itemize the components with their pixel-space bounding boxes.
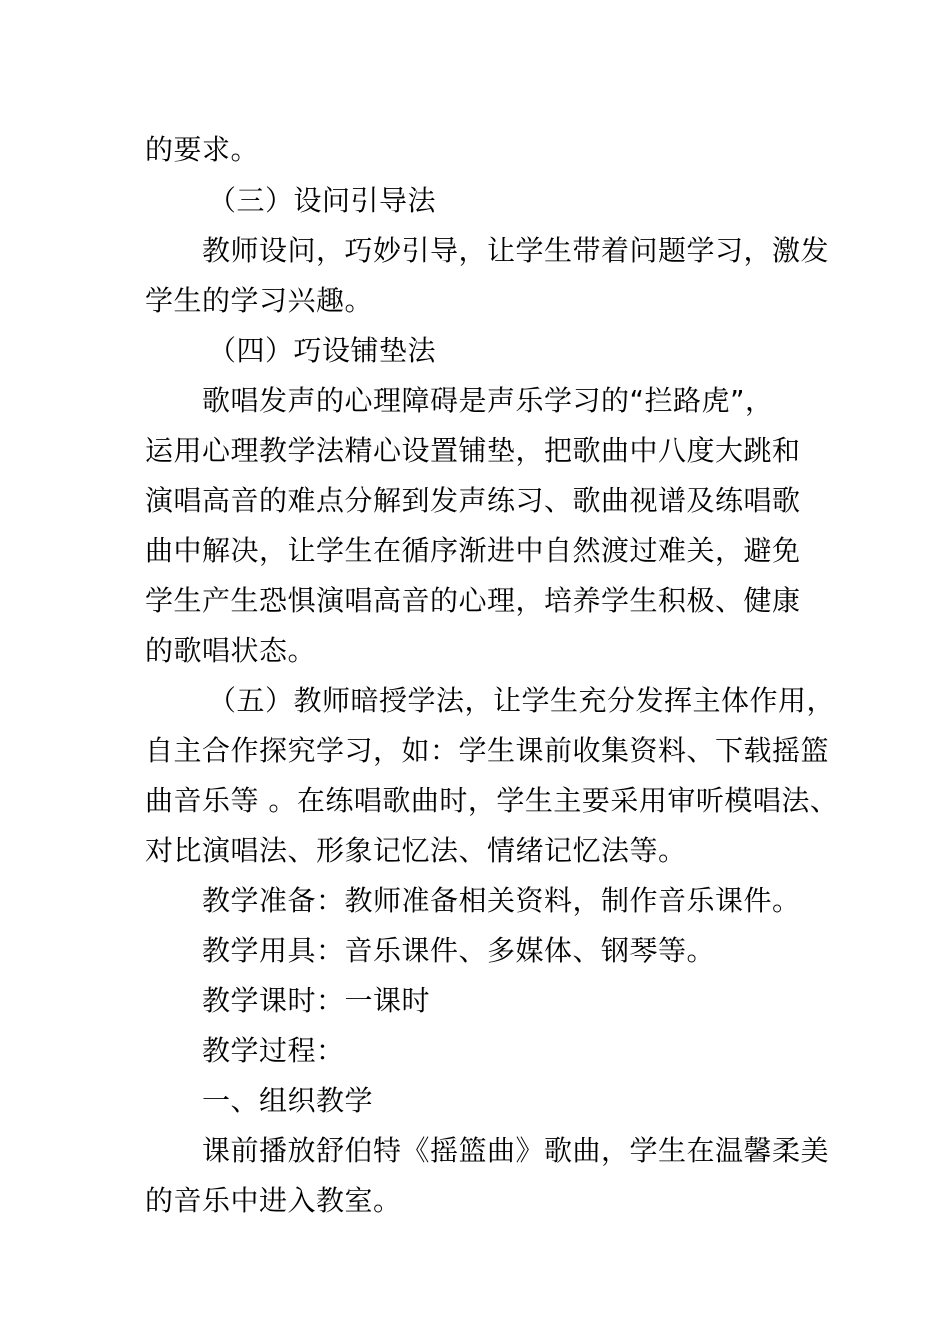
text-line: 运用心理教学法精心设置铺垫，把歌曲中八度大跳和 (145, 434, 801, 467)
text-line: 的音乐中进入教室。 (145, 1184, 402, 1217)
text-line: 教师设问，巧妙引导，让学生带着问题学习，激发 (202, 234, 830, 267)
text-line: 教学过程： (202, 1034, 345, 1067)
text-line: 教学准备：教师准备相关资料，制作音乐课件。 (202, 884, 801, 917)
text-line: 演唱高音的难点分解到发声练习、歌曲视谱及练唱歌 (145, 484, 801, 517)
text-line: 自主合作探究学习，如：学生课前收集资料、下载摇篮 (145, 734, 830, 767)
text-line: 的歌唱状态。 (145, 634, 317, 667)
section-heading-3: （三）设问引导法 (208, 184, 437, 217)
text-line: 歌唱发声的心理障碍是声乐学习的“拦路虎”， (202, 384, 774, 417)
text-line: 对比演唱法、形象记忆法、情绪记忆法等。 (145, 834, 687, 867)
text-line: 学生的学习兴趣。 (145, 284, 374, 317)
text-line: 教学课时：一课时 (202, 984, 431, 1017)
text-line: 教学用具：音乐课件、多媒体、钢琴等。 (202, 934, 716, 967)
section-heading-1: 一、组织教学 (202, 1084, 374, 1117)
text-line: 曲音乐等 。在练唱歌曲时，学生主要采用审听模唱法、 (145, 784, 839, 817)
text-line: 学生产生恐惧演唱高音的心理，培养学生积极、健康 (145, 584, 801, 617)
text-line: 的要求。 (145, 133, 260, 166)
text-line: 课前播放舒伯特《摇篮曲》歌曲，学生在温馨柔美 (202, 1134, 830, 1167)
section-heading-4: （四）巧设铺垫法 (208, 334, 437, 367)
section-heading-5: （五）教师暗授学法，让学生充分发挥主体作用， (208, 684, 836, 717)
text-line: 曲中解决，让学生在循序渐进中自然渡过难关，避免 (145, 534, 801, 567)
